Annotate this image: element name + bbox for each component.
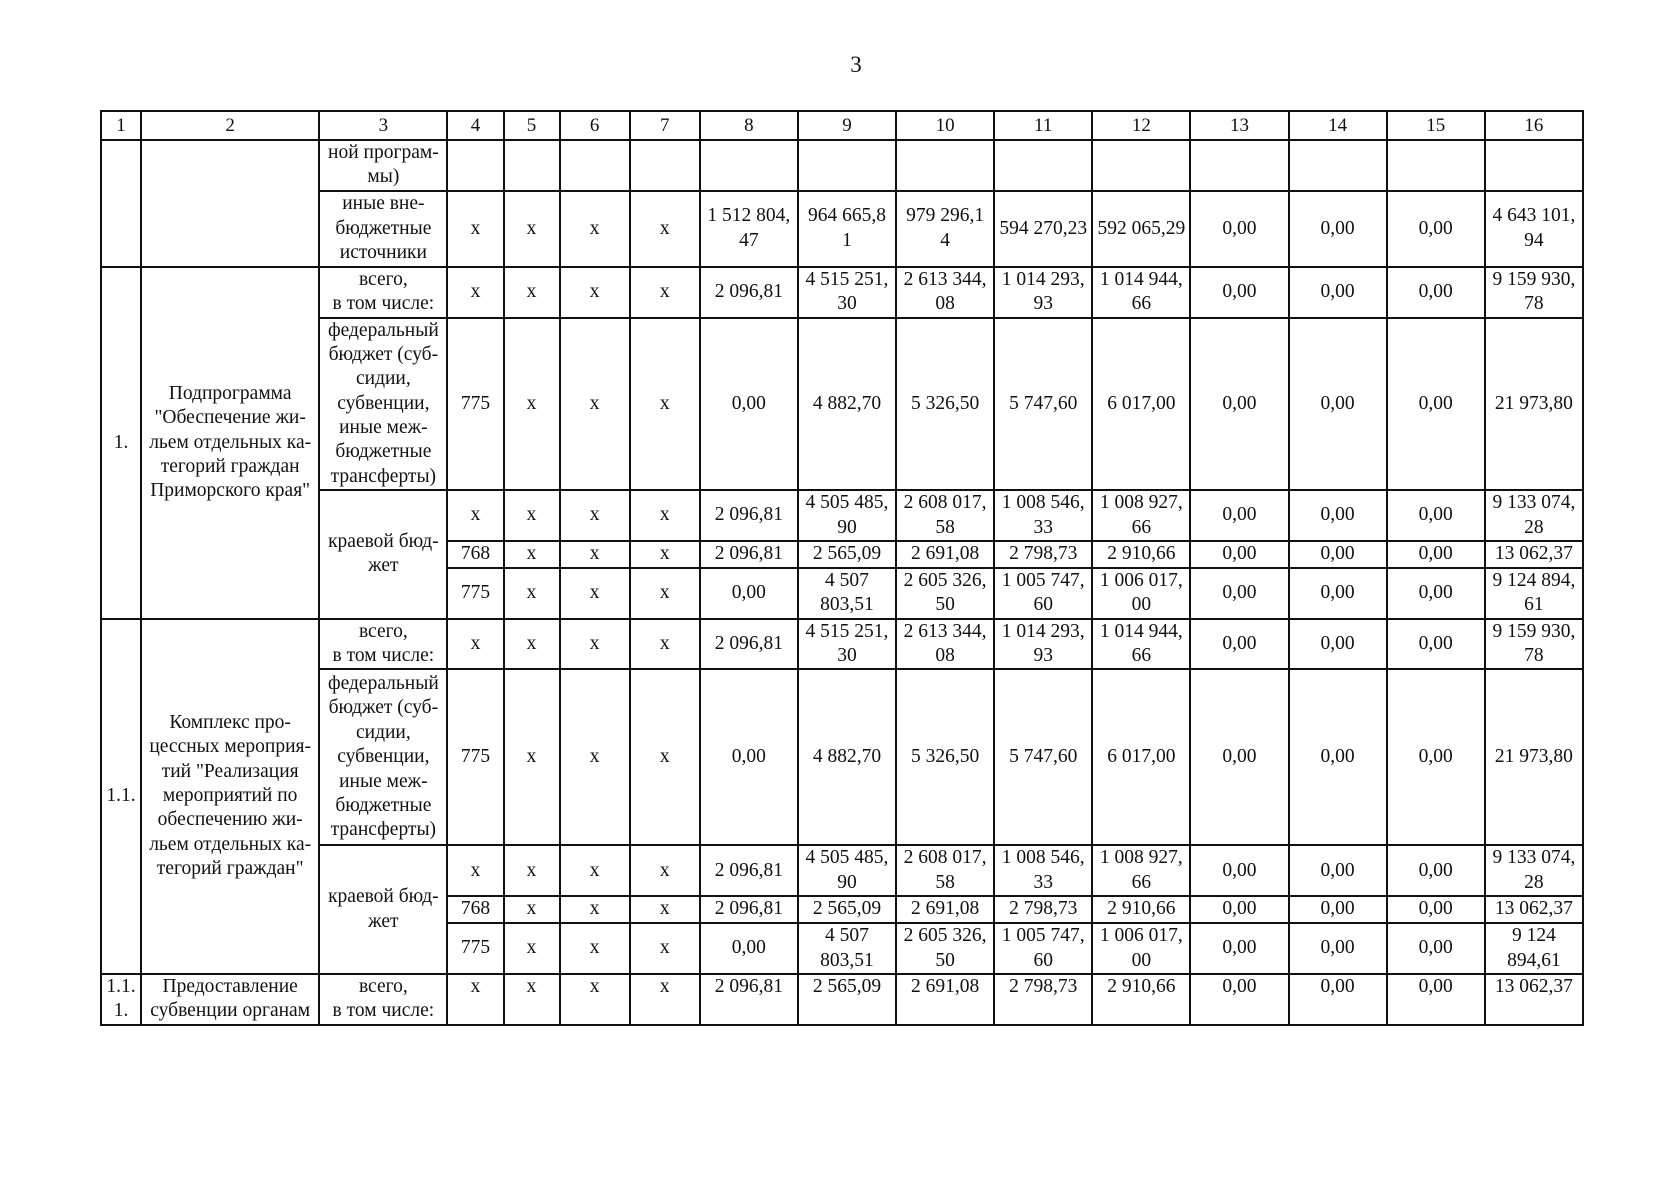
table-cell: 0,00 bbox=[700, 318, 798, 491]
table-cell: 1 014 293, 93 bbox=[994, 619, 1092, 670]
section-number: 1. bbox=[101, 267, 141, 619]
table-cell: 2 565,09 bbox=[798, 541, 896, 568]
table-cell: x bbox=[630, 923, 700, 974]
funding-source: краевой бюд- жет bbox=[319, 490, 447, 619]
table-cell bbox=[560, 140, 630, 191]
table-cell: 0,00 bbox=[1190, 541, 1288, 568]
table-cell: 768 bbox=[447, 896, 503, 923]
section-description: Подпрограмма "Обеспечение жи- льем отдельных ка- тегорий граждан Приморского края" bbox=[141, 267, 319, 619]
table-cell bbox=[700, 140, 798, 191]
table-cell: x bbox=[630, 619, 700, 670]
table-cell: 9 133 074, 28 bbox=[1485, 490, 1583, 541]
table-cell bbox=[1092, 140, 1190, 191]
table-cell: 2 691,08 bbox=[896, 541, 994, 568]
table-cell: 0,00 bbox=[1387, 619, 1485, 670]
table-cell: 0,00 bbox=[1190, 896, 1288, 923]
column-header: 11 bbox=[994, 111, 1092, 140]
table-cell: x bbox=[560, 568, 630, 619]
table-cell: 2 605 326, 50 bbox=[896, 923, 994, 974]
table-cell: x bbox=[560, 896, 630, 923]
section-description bbox=[141, 140, 319, 267]
table-cell bbox=[504, 140, 560, 191]
table-cell: 4 507 803,51 bbox=[798, 923, 896, 974]
table-cell: 0,00 bbox=[1190, 318, 1288, 491]
table-row bbox=[101, 490, 1583, 541]
table-cell: 0,00 bbox=[700, 923, 798, 974]
table-cell: x bbox=[504, 191, 560, 267]
table-cell: 2 096,81 bbox=[700, 974, 798, 1025]
table-cell: 1 014 944, 66 bbox=[1092, 619, 1190, 670]
table-cell: 0,00 bbox=[1387, 896, 1485, 923]
table-cell: 0,00 bbox=[1289, 923, 1387, 974]
table-cell bbox=[1289, 140, 1387, 191]
table-cell: x bbox=[560, 490, 630, 541]
table-cell: 5 747,60 bbox=[994, 318, 1092, 491]
table-cell: 13 062,37 bbox=[1485, 541, 1583, 568]
table-cell: x bbox=[447, 974, 503, 1025]
table-cell: x bbox=[504, 923, 560, 974]
table-row bbox=[101, 318, 1583, 491]
table-cell: 9 159 930, 78 bbox=[1485, 267, 1583, 318]
table-cell: 4 643 101, 94 bbox=[1485, 191, 1583, 267]
table-cell: 979 296,1 4 bbox=[896, 191, 994, 267]
column-header: 13 bbox=[1190, 111, 1288, 140]
table-cell: x bbox=[504, 619, 560, 670]
funding-source: всего, в том числе: bbox=[319, 267, 447, 318]
column-header: 7 bbox=[630, 111, 700, 140]
table-cell: 5 326,50 bbox=[896, 669, 994, 845]
table-cell: x bbox=[630, 845, 700, 896]
table-cell: 13 062,37 bbox=[1485, 896, 1583, 923]
table-cell: 0,00 bbox=[1289, 267, 1387, 318]
table-cell: 2 613 344, 08 bbox=[896, 267, 994, 318]
table-cell: 2 613 344, 08 bbox=[896, 619, 994, 670]
table-cell bbox=[896, 140, 994, 191]
table-cell: 0,00 bbox=[1387, 541, 1485, 568]
column-header: 15 bbox=[1387, 111, 1485, 140]
table-cell bbox=[798, 140, 896, 191]
table-cell: 4 882,70 bbox=[798, 318, 896, 491]
table-cell: 2 691,08 bbox=[896, 974, 994, 1025]
column-header: 3 bbox=[319, 111, 447, 140]
table-cell: 9 159 930, 78 bbox=[1485, 619, 1583, 670]
table-cell: 775 bbox=[447, 318, 503, 491]
table-cell: 1 008 546, 33 bbox=[994, 845, 1092, 896]
table-cell bbox=[447, 140, 503, 191]
table-cell: x bbox=[504, 669, 560, 845]
table-cell: 1 005 747, 60 bbox=[994, 923, 1092, 974]
table-cell: 1 014 293, 93 bbox=[994, 267, 1092, 318]
table-cell: x bbox=[447, 191, 503, 267]
table-cell: 0,00 bbox=[1387, 974, 1485, 1025]
column-header: 12 bbox=[1092, 111, 1190, 140]
table-cell bbox=[1387, 140, 1485, 191]
table-cell: 4 505 485, 90 bbox=[798, 845, 896, 896]
table-cell: 0,00 bbox=[1387, 191, 1485, 267]
table-cell: 2 798,73 bbox=[994, 974, 1092, 1025]
table-cell: 0,00 bbox=[1289, 974, 1387, 1025]
table-cell bbox=[1190, 140, 1288, 191]
table-cell: x bbox=[560, 845, 630, 896]
table-cell: 2 096,81 bbox=[700, 490, 798, 541]
table-row bbox=[101, 974, 1583, 1025]
table-cell: 0,00 bbox=[1289, 845, 1387, 896]
table-cell: 0,00 bbox=[1190, 568, 1288, 619]
column-header: 14 bbox=[1289, 111, 1387, 140]
table-cell: x bbox=[447, 619, 503, 670]
column-header: 8 bbox=[700, 111, 798, 140]
funding-source: всего, в том числе: bbox=[319, 974, 447, 1025]
table-cell: x bbox=[504, 490, 560, 541]
table-cell: x bbox=[560, 619, 630, 670]
table-cell: 2 608 017, 58 bbox=[896, 490, 994, 541]
table-cell: 0,00 bbox=[700, 669, 798, 845]
table-cell: 21 973,80 bbox=[1485, 318, 1583, 491]
table-cell: 964 665,8 1 bbox=[798, 191, 896, 267]
column-header: 16 bbox=[1485, 111, 1583, 140]
table-cell: x bbox=[560, 974, 630, 1025]
table-cell: x bbox=[504, 267, 560, 318]
table-cell: 1 008 927, 66 bbox=[1092, 845, 1190, 896]
header-row bbox=[101, 111, 1583, 140]
funding-source: всего, в том числе: bbox=[319, 619, 447, 670]
table-cell: 2 608 017, 58 bbox=[896, 845, 994, 896]
table-cell: x bbox=[630, 191, 700, 267]
table-cell: 0,00 bbox=[700, 568, 798, 619]
table-cell: 0,00 bbox=[1190, 267, 1288, 318]
table-cell: 0,00 bbox=[1289, 541, 1387, 568]
table-cell: 0,00 bbox=[1190, 490, 1288, 541]
table-cell: 1 006 017, 00 bbox=[1092, 923, 1190, 974]
table-cell: 2 096,81 bbox=[700, 267, 798, 318]
table-cell: 768 bbox=[447, 541, 503, 568]
table-cell: x bbox=[560, 669, 630, 845]
section-description: Предоставление субвенции органам bbox=[141, 974, 319, 1025]
table-cell: x bbox=[630, 490, 700, 541]
column-header: 10 bbox=[896, 111, 994, 140]
table-cell: x bbox=[560, 318, 630, 491]
table-cell: 592 065,29 bbox=[1092, 191, 1190, 267]
table-cell: 2 565,09 bbox=[798, 974, 896, 1025]
table-cell: 4 505 485, 90 bbox=[798, 490, 896, 541]
funding-source: иные вне- бюджетные источники bbox=[319, 191, 447, 267]
table-cell: 2 096,81 bbox=[700, 619, 798, 670]
table-cell: x bbox=[560, 541, 630, 568]
table-cell: 0,00 bbox=[1190, 619, 1288, 670]
table-cell bbox=[994, 140, 1092, 191]
table-cell: x bbox=[447, 490, 503, 541]
section-number bbox=[101, 140, 141, 267]
table-cell: 1 008 927, 66 bbox=[1092, 490, 1190, 541]
table-cell: 6 017,00 bbox=[1092, 318, 1190, 491]
table-cell: x bbox=[504, 845, 560, 896]
table-cell: 775 bbox=[447, 568, 503, 619]
table-cell: 0,00 bbox=[1387, 318, 1485, 491]
table-cell: 2 605 326, 50 bbox=[896, 568, 994, 619]
table-cell: 0,00 bbox=[1289, 568, 1387, 619]
table-row bbox=[101, 619, 1583, 670]
table-cell: x bbox=[504, 974, 560, 1025]
table-cell: 1 006 017, 00 bbox=[1092, 568, 1190, 619]
table-cell: 4 507 803,51 bbox=[798, 568, 896, 619]
table-cell: 2 910,66 bbox=[1092, 541, 1190, 568]
table-cell: 0,00 bbox=[1289, 490, 1387, 541]
table-cell: x bbox=[630, 896, 700, 923]
table-cell: 4 882,70 bbox=[798, 669, 896, 845]
table-cell: 0,00 bbox=[1190, 669, 1288, 845]
table-cell: x bbox=[504, 318, 560, 491]
table-cell: 0,00 bbox=[1190, 974, 1288, 1025]
table-cell: 2 910,66 bbox=[1092, 974, 1190, 1025]
table-cell: x bbox=[504, 896, 560, 923]
table-cell: 1 005 747, 60 bbox=[994, 568, 1092, 619]
table-cell: 21 973,80 bbox=[1485, 669, 1583, 845]
table-row bbox=[101, 140, 1583, 191]
table-cell: 1 014 944, 66 bbox=[1092, 267, 1190, 318]
table-cell: 0,00 bbox=[1289, 318, 1387, 491]
funding-source: федеральный бюджет (суб- сидии, субвенции, иные меж- бюджетные трансферты) bbox=[319, 669, 447, 845]
table-cell: 0,00 bbox=[1190, 845, 1288, 896]
table-row bbox=[101, 191, 1583, 267]
table-row bbox=[101, 669, 1583, 845]
table-cell: 594 270,23 bbox=[994, 191, 1092, 267]
table-cell: 4 515 251, 30 bbox=[798, 619, 896, 670]
budget-table bbox=[100, 110, 1584, 1026]
table-cell: x bbox=[504, 541, 560, 568]
table-cell: 2 798,73 bbox=[994, 541, 1092, 568]
table-cell: x bbox=[447, 267, 503, 318]
table-cell: 1 512 804, 47 bbox=[700, 191, 798, 267]
table-cell: 2 096,81 bbox=[700, 845, 798, 896]
table-cell: x bbox=[630, 669, 700, 845]
table-cell: 0,00 bbox=[1387, 923, 1485, 974]
table-cell: x bbox=[560, 267, 630, 318]
table-cell: 0,00 bbox=[1190, 923, 1288, 974]
funding-source: ной програм- мы) bbox=[319, 140, 447, 191]
table-cell: 0,00 bbox=[1289, 619, 1387, 670]
table-cell: 2 096,81 bbox=[700, 896, 798, 923]
table-cell: 9 124 894, 61 bbox=[1485, 568, 1583, 619]
table-cell: x bbox=[630, 318, 700, 491]
table-cell bbox=[1485, 140, 1583, 191]
table-cell: x bbox=[630, 974, 700, 1025]
section-description: Комплекс про- цессных мероприя- тий "Реализация мероприятий по обеспечению жи- льем отдельных ка- тегорий граждан" bbox=[141, 619, 319, 974]
table-cell: 0,00 bbox=[1289, 896, 1387, 923]
table-cell: 0,00 bbox=[1289, 191, 1387, 267]
funding-source: федеральный бюджет (суб- сидии, субвенции, иные меж- бюджетные трансферты) bbox=[319, 318, 447, 491]
column-header: 2 bbox=[141, 111, 319, 140]
table-cell: 2 910,66 bbox=[1092, 896, 1190, 923]
table-cell: 775 bbox=[447, 669, 503, 845]
table-row bbox=[101, 267, 1583, 318]
table-cell: 9 124 894,61 bbox=[1485, 923, 1583, 974]
table-cell: 2 565,09 bbox=[798, 896, 896, 923]
table-cell: 775 bbox=[447, 923, 503, 974]
table-cell: 5 747,60 bbox=[994, 669, 1092, 845]
table-cell: 9 133 074, 28 bbox=[1485, 845, 1583, 896]
table-cell: 0,00 bbox=[1387, 669, 1485, 845]
column-header: 4 bbox=[447, 111, 503, 140]
table-cell: 2 691,08 bbox=[896, 896, 994, 923]
table-cell: 0,00 bbox=[1387, 568, 1485, 619]
table-cell: 5 326,50 bbox=[896, 318, 994, 491]
table-cell: 2 096,81 bbox=[700, 541, 798, 568]
table-cell: 1 008 546, 33 bbox=[994, 490, 1092, 541]
table-cell: x bbox=[504, 568, 560, 619]
table-cell: 0,00 bbox=[1387, 845, 1485, 896]
table-cell: 0,00 bbox=[1289, 669, 1387, 845]
column-header: 5 bbox=[504, 111, 560, 140]
table-cell: x bbox=[630, 267, 700, 318]
section-number: 1.1. 1. bbox=[101, 974, 141, 1025]
table-cell: x bbox=[447, 845, 503, 896]
table-cell: x bbox=[560, 923, 630, 974]
table-cell: 4 515 251, 30 bbox=[798, 267, 896, 318]
table-cell: 0,00 bbox=[1387, 267, 1485, 318]
table-cell: x bbox=[560, 191, 630, 267]
table-cell bbox=[630, 140, 700, 191]
funding-source: краевой бюд- жет bbox=[319, 845, 447, 974]
table-cell: 0,00 bbox=[1190, 191, 1288, 267]
column-header: 6 bbox=[560, 111, 630, 140]
column-header: 1 bbox=[101, 111, 141, 140]
table-cell: 6 017,00 bbox=[1092, 669, 1190, 845]
table-cell: x bbox=[630, 568, 700, 619]
column-header: 9 bbox=[798, 111, 896, 140]
table-body bbox=[101, 111, 1583, 1025]
section-number: 1.1. bbox=[101, 619, 141, 974]
page-number: 3 bbox=[850, 52, 862, 77]
table-cell: 13 062,37 bbox=[1485, 974, 1583, 1025]
table-cell: x bbox=[630, 541, 700, 568]
table-cell: 0,00 bbox=[1387, 490, 1485, 541]
table-row bbox=[101, 845, 1583, 896]
table-cell: 2 798,73 bbox=[994, 896, 1092, 923]
